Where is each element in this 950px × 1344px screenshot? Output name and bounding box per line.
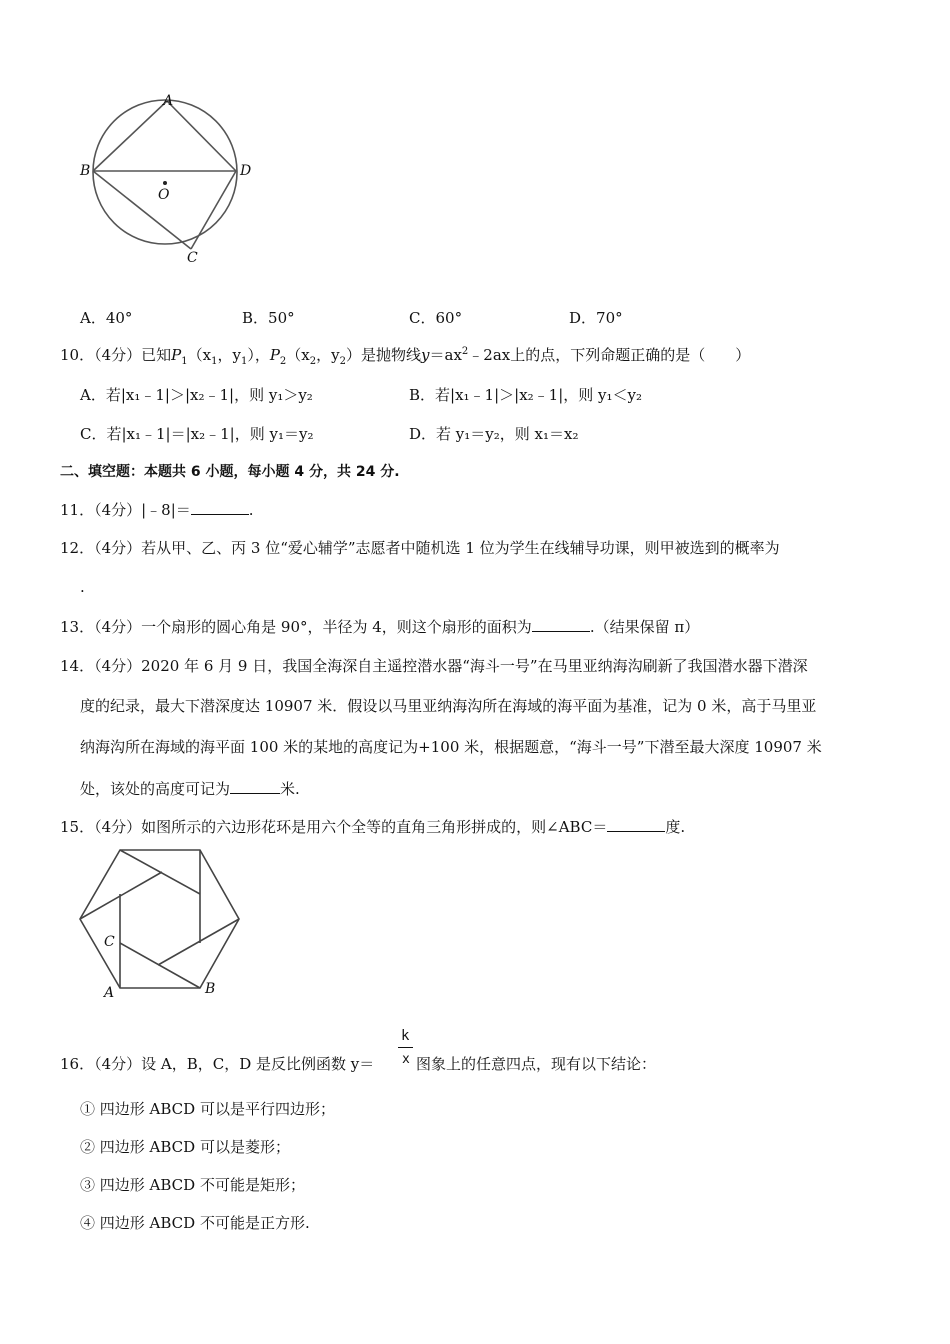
label-d: D xyxy=(240,163,252,179)
label-a: A xyxy=(104,985,115,1001)
q14-line4: 处，该处的高度可记为 米. xyxy=(80,780,300,798)
q16-stem-suffix: 图象上的任意四点，现有以下结论： xyxy=(416,1055,657,1073)
q12-line2: . xyxy=(80,578,85,596)
circle-o xyxy=(93,100,237,244)
hexagon-garland-figure xyxy=(76,845,246,995)
q10-option-b[interactable]: B．若|x₁﹣1|＞|x₂﹣1|，则 y₁＜y₂ xyxy=(409,386,643,404)
segment-dc xyxy=(191,171,236,249)
q16-conclusion-4: ④ 四边形 ABCD 不可能是正方形. xyxy=(80,1214,310,1232)
q10-option-a[interactable]: A．若|x₁﹣1|＞|x₂﹣1|，则 y₁＞y₂ xyxy=(80,386,313,404)
q15: 15．（4分）如图所示的六边形花环是用六个全等的直角三角形拼成的，则∠ABC＝ 度. xyxy=(60,818,686,836)
q9-option-c[interactable]: C．60° xyxy=(409,309,463,327)
label-a: A xyxy=(163,93,174,109)
q16-conclusion-3: ③ 四边形 ABCD 不可能是矩形； xyxy=(80,1176,305,1194)
center-point xyxy=(163,181,167,185)
q13: 13．（4分）一个扇形的圆心角是 90°，半径为 4，则这个扇形的面积为 .（结果保留 π） xyxy=(60,618,700,636)
circle-quadrilateral-figure xyxy=(70,88,270,273)
q16-stem: 16．（4分）设 A，B，C，D 是反比例函数 y＝ xyxy=(60,1055,375,1073)
q9-option-d[interactable]: D．70° xyxy=(569,309,623,327)
q14-line1: 14．（4分）2020 年 6 月 9 日，我国全海深自主遥控潜水器“海斗一号”在马里亚纳海沟刷新了我国潜水器下潜深 xyxy=(60,657,808,675)
label-o: O xyxy=(158,187,170,203)
q10-stem: 10．（4分）已知$P_1(x_1$，$y_1$），$P_2(x_2$，$y_2$）是抛物线$y=ax^2﹣2ax$上的点，下列命题正确的是（ ） xyxy=(60,346,751,367)
q10-option-c[interactable]: C．若|x₁﹣1|＝|x₂﹣1|，则 y₁＝y₂ xyxy=(80,425,314,443)
label-c: C xyxy=(187,250,198,266)
answer-blank[interactable] xyxy=(532,617,590,632)
fraction-numerator: k xyxy=(401,1028,410,1044)
segment-ab xyxy=(93,101,167,171)
section-heading: 二、填空题：本题共 6 小题，每小题 4 分，共 24 分. xyxy=(60,464,400,480)
q16-conclusion-1: ① 四边形 ABCD 可以是平行四边形； xyxy=(80,1100,335,1118)
label-b: B xyxy=(80,163,91,179)
label-b: B xyxy=(205,981,216,997)
tri-line xyxy=(120,850,200,894)
fraction-denominator: x xyxy=(402,1052,410,1067)
q16-conclusion-2: ② 四边形 ABCD 可以是菱形； xyxy=(80,1138,290,1156)
q12-line1: 12．（4分）若从甲、乙、丙 3 位“爱心辅学”志愿者中随机选 1 位为学生在线辅导功课，则甲被选到的概率为 xyxy=(60,539,780,557)
q9-option-a[interactable]: A．40° xyxy=(80,309,133,327)
tri-line xyxy=(80,872,162,919)
answer-blank[interactable] xyxy=(191,500,249,515)
segment-bc xyxy=(93,171,191,249)
q14-line3: 纳海沟所在海域的海平面 100 米的某地的高度记为+100 米，根据题意，“海斗一号”下潜至最大深度 10907 米 xyxy=(80,738,822,756)
fraction-bar xyxy=(398,1047,413,1048)
q11: 11．（4分）|﹣8|＝ . xyxy=(60,501,254,519)
segment-ad xyxy=(167,101,236,171)
answer-blank[interactable] xyxy=(230,779,280,794)
label-c: C xyxy=(104,934,115,950)
answer-blank[interactable] xyxy=(607,817,665,832)
q10-option-d[interactable]: D．若 y₁＝y₂，则 x₁＝x₂ xyxy=(409,425,579,443)
q14-line2: 度的纪录，最大下潜深度达 10907 米．假设以马里亚纳海沟所在海域的海平面为基准，记为 0 米，高于马里亚 xyxy=(80,697,817,715)
tri-line xyxy=(120,943,200,988)
q9-option-b[interactable]: B．50° xyxy=(242,309,295,327)
outer-hexagon xyxy=(80,850,239,988)
